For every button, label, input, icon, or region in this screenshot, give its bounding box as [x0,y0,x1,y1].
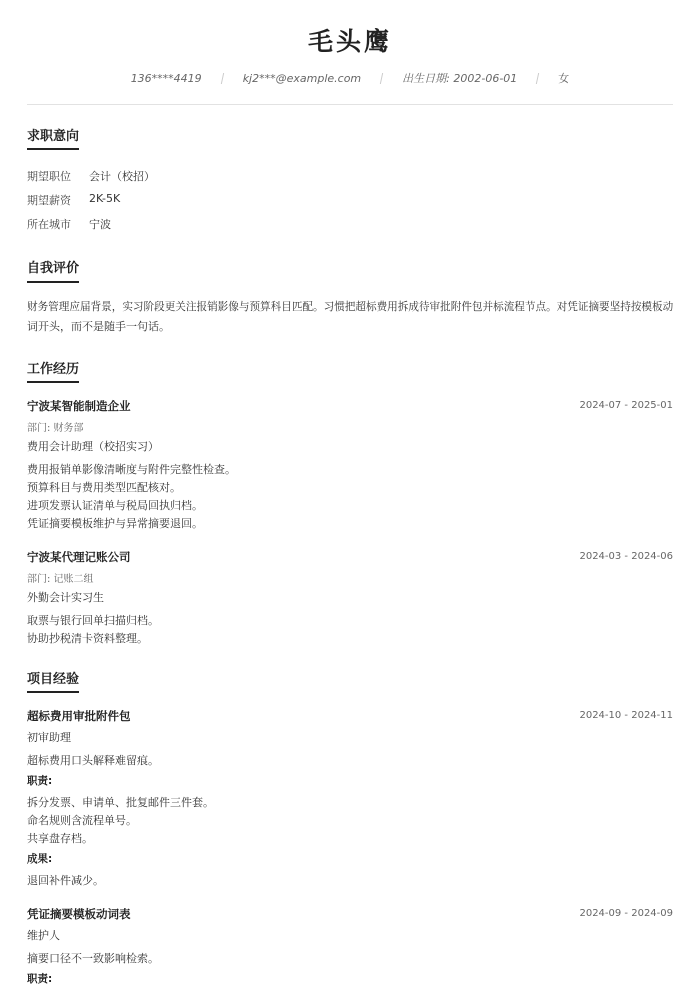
project-description: 摘要口径不一致影响检索。 [27,952,159,965]
section-title-projects: 项目经验 [27,672,80,687]
intent-key: 期望薪资 [27,194,71,207]
project-date: 2024-09 - 2024-09 [579,908,673,919]
project-date: 2024-10 - 2024-11 [579,710,673,721]
work-department: 部门: 记账二组 [27,574,94,585]
work-bullet: 凭证摘要模板维护与异常摘要退回。 [27,517,203,530]
section-underline [27,691,79,693]
intent-row-salary [27,192,120,208]
project-role: 初审助理 [27,731,71,744]
project-description: 超标费用口头解释难留痕。 [27,754,159,767]
intent-value: 宁波 [89,218,111,231]
project-result: 退回补件减少。 [27,874,104,887]
work-date: 2024-07 - 2025-01 [579,400,673,411]
birth-date: 出生日期: 2002-06-01 [402,72,518,85]
intent-key: 期望职位 [27,170,71,183]
work-date: 2024-03 - 2024-06 [579,551,673,562]
intent-value: 2K-5K [89,192,121,205]
contact-bar [0,70,700,86]
work-company: 宁波某智能制造企业 [27,399,131,413]
section-underline [27,281,79,283]
divider [380,73,383,84]
project-name: 凭证摘要模板动词表 [27,907,131,921]
duty-label: 职责: [27,775,53,787]
work-bullet: 协助抄税清卡资料整理。 [27,632,148,645]
project-name: 超标费用审批附件包 [27,709,131,723]
duty-label: 职责: [27,973,53,985]
project-duty: 命名规则含流程单号。 [27,814,137,827]
project-duty: 拆分发票、申请单、批复邮件三件套。 [27,796,214,809]
intent-key: 所在城市 [27,218,71,231]
work-role: 外勤会计实习生 [27,591,104,604]
intent-row-position [27,168,155,184]
gender: 女 [558,72,570,85]
work-bullet: 取票与银行回单扫描归档。 [27,614,159,627]
work-bullet: 进项发票认证清单与税局回执归档。 [27,499,203,512]
candidate-name: 毛头鹰 [307,27,392,56]
project-role: 维护人 [27,929,60,942]
work-company: 宁波某代理记账公司 [27,550,131,564]
header-divider [27,104,673,105]
section-underline [27,381,79,383]
work-role: 费用会计助理（校招实习） [27,440,159,453]
self-evaluation-line: 财务管理应届背景，实习阶段更关注报销影像与预算科目匹配。习惯把超标费用拆成待审批附件包并标流程节点。对凭证摘要坚持按模板动 [27,301,674,313]
intent-value: 会计（校招） [89,170,155,183]
section-title-work: 工作经历 [27,362,80,377]
project-duty: 共享盘存档。 [27,832,93,845]
section-title-self: 自我评价 [27,261,80,276]
email: kj2***@example.com [242,71,362,85]
divider [221,73,224,84]
work-bullet: 费用报销单影像清晰度与附件完整性检查。 [27,463,236,476]
section-underline [27,148,79,150]
intent-row-city [27,216,111,232]
work-department: 部门: 财务部 [27,423,84,434]
phone: 136****4419 [130,71,202,85]
work-bullet: 预算科目与费用类型匹配核对。 [27,481,181,494]
divider [536,73,539,84]
self-evaluation [27,298,673,336]
self-evaluation-line: 词开头，而不是随手一句话。 [27,320,170,333]
section-title-intent: 求职意向 [27,129,80,144]
result-label: 成果: [27,853,53,865]
